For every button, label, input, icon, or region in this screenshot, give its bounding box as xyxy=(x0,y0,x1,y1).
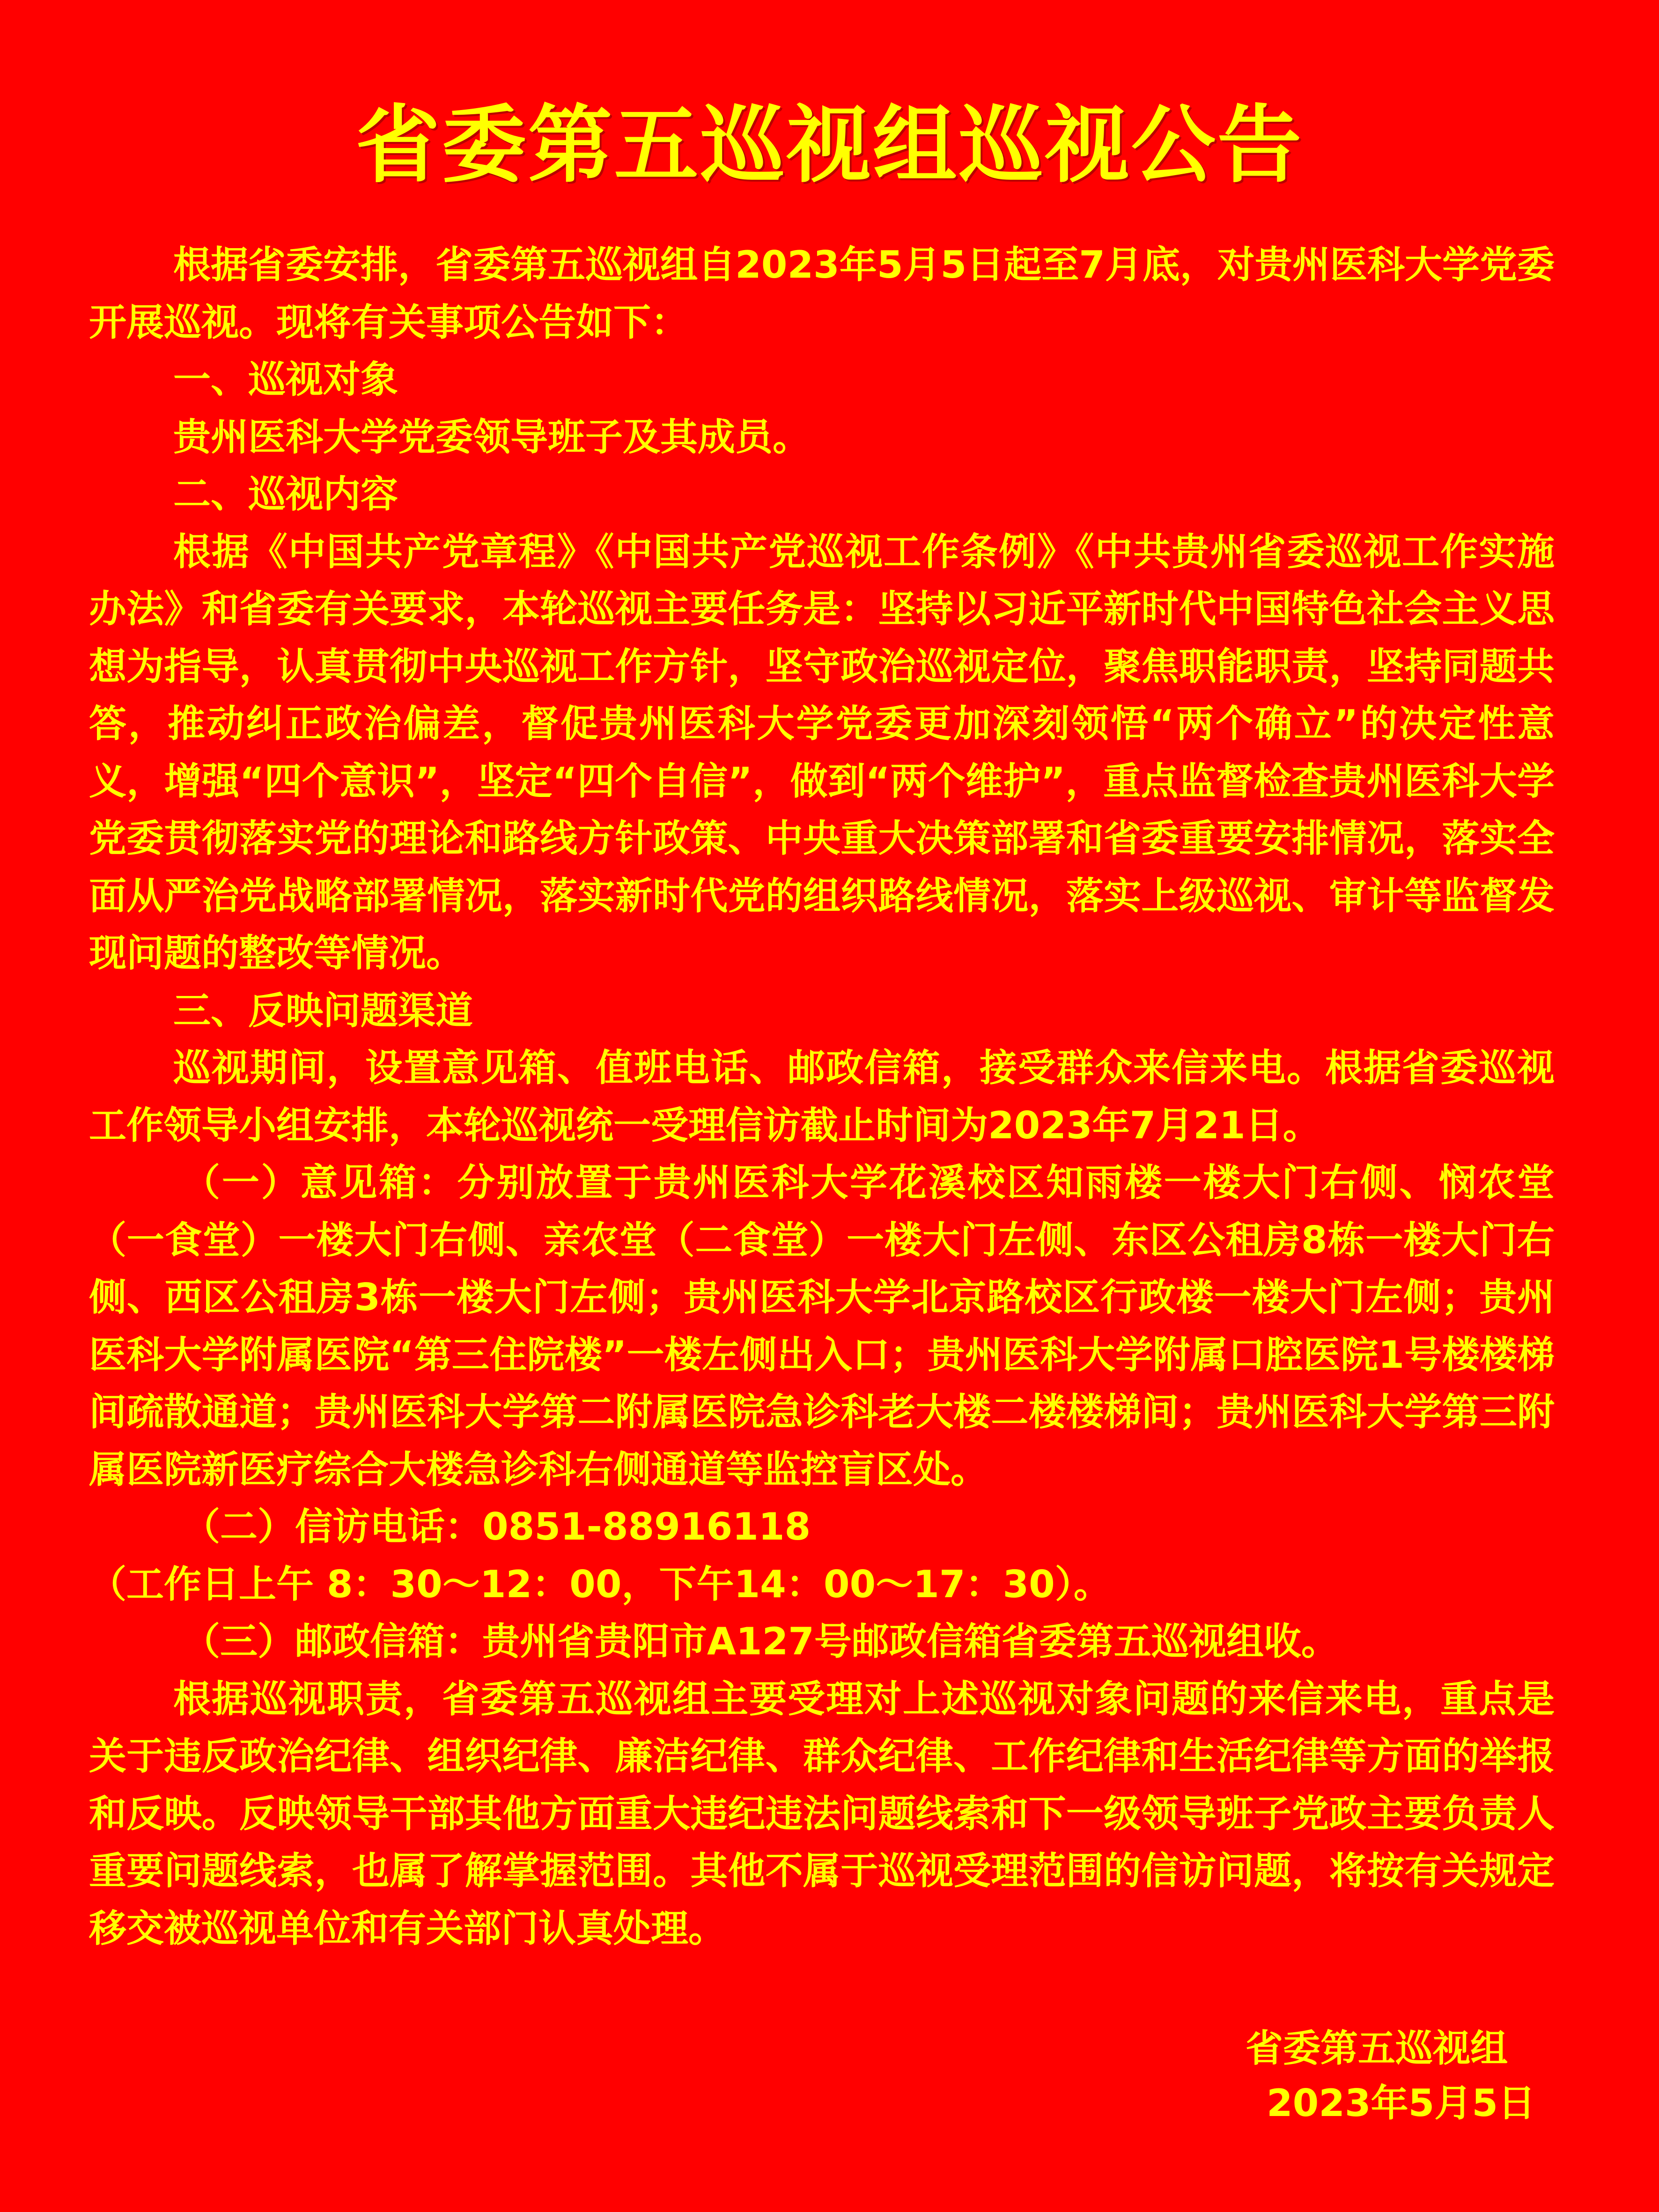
closing-paragraph: 根据巡视职责，省委第五巡视组主要受理对上述巡视对象问题的来信来电，重点是关于违反政治纪律、组织纪律、廉洁纪律、群众纪律、工作纪律和生活纪律等方面的举报和反映。反映领导干部其他方面重大违纪违法问题线索和下一级领导班子党政主要负责人重要问题线索，也属了解掌握范围。其他不属于巡视受理范围的信访问题，将按有关规定移交被巡视单位和有关部门认真处理。 xyxy=(89,1677,1555,1950)
notice-title: 省委第五巡视组巡视公告 xyxy=(355,96,1304,194)
phone-line: （二）信访电话：0851-88916118 xyxy=(183,1505,811,1548)
section-1-heading: 一、巡视对象 xyxy=(173,358,398,401)
signature-organization: 省委第五巡视组 xyxy=(1246,2027,1508,2070)
postbox-line: （三）邮政信箱：贵州省贵阳市A127号邮政信箱省委第五巡视组收。 xyxy=(183,1620,1339,1663)
section-3-text: 巡视期间，设置意见箱、值班电话、邮政信箱，接受群众来信来电。根据省委巡视工作领导小组安排，本轮巡视统一受理信访截止时间为2023年7月21日。 xyxy=(89,1046,1555,1147)
section-1-text: 贵州医科大学党委领导班子及其成员。 xyxy=(173,415,810,459)
mailbox-paragraph: （一）意见箱：分别放置于贵州医科大学花溪校区知雨楼一楼大门右侧、悯农堂（一食堂）一楼大门右侧、亲农堂（二食堂）一楼大门左侧、东区公租房8栋一楼大门右侧、西区公租房3栋一楼大门左侧；贵州医科大学北京路校区行政楼一楼大门左侧；贵州医科大学附属医院“第三住院楼”一楼左侧出入口；贵州医科大学附属口腔医院1号楼楼梯间疏散通道；贵州医科大学第二附属医院急诊科老大楼二楼楼梯间；贵州医科大学第三附属医院新医疗综合大楼急诊科右侧通道等监控盲区处。 xyxy=(89,1161,1555,1491)
intro-paragraph: 根据省委安排，省委第五巡视组自2023年5月5日起至7月底，对贵州医科大学党委开展巡视。现将有关事项公告如下： xyxy=(89,243,1555,344)
section-2-heading: 二、巡视内容 xyxy=(173,472,398,516)
section-3-heading: 三、反映问题渠道 xyxy=(173,988,473,1032)
office-hours-line: （工作日上午 8：30～12：00，下午14：00～17：30）。 xyxy=(89,1562,1111,1606)
signature-date: 2023年5月5日 xyxy=(1267,2081,1535,2125)
section-2-text: 根据《中国共产党章程》《中国共产党巡视工作条例》《中共贵州省委巡视工作实施办法》和省委有关要求，本轮巡视主要任务是：坚持以习近平新时代中国特色社会主义思想为指导，认真贯彻中央巡视工作方针，坚守政治巡视定位，聚焦职能职责，坚持同题共答，推动纠正政治偏差，督促贵州医科大学党委更加深刻领悟“两个确立”的决定性意义，增强“四个意识”，坚定“四个自信”，做到“两个维护”，重点监督检查贵州医科大学党委贯彻落实党的理论和路线方针政策、中央重大决策部署和省委重要安排情况，落实全面从严治党战略部署情况，落实新时代党的组织路线情况，落实上级巡视、审计等监督发现问题的整改等情况。 xyxy=(89,530,1555,975)
notice-body xyxy=(89,236,1555,1957)
